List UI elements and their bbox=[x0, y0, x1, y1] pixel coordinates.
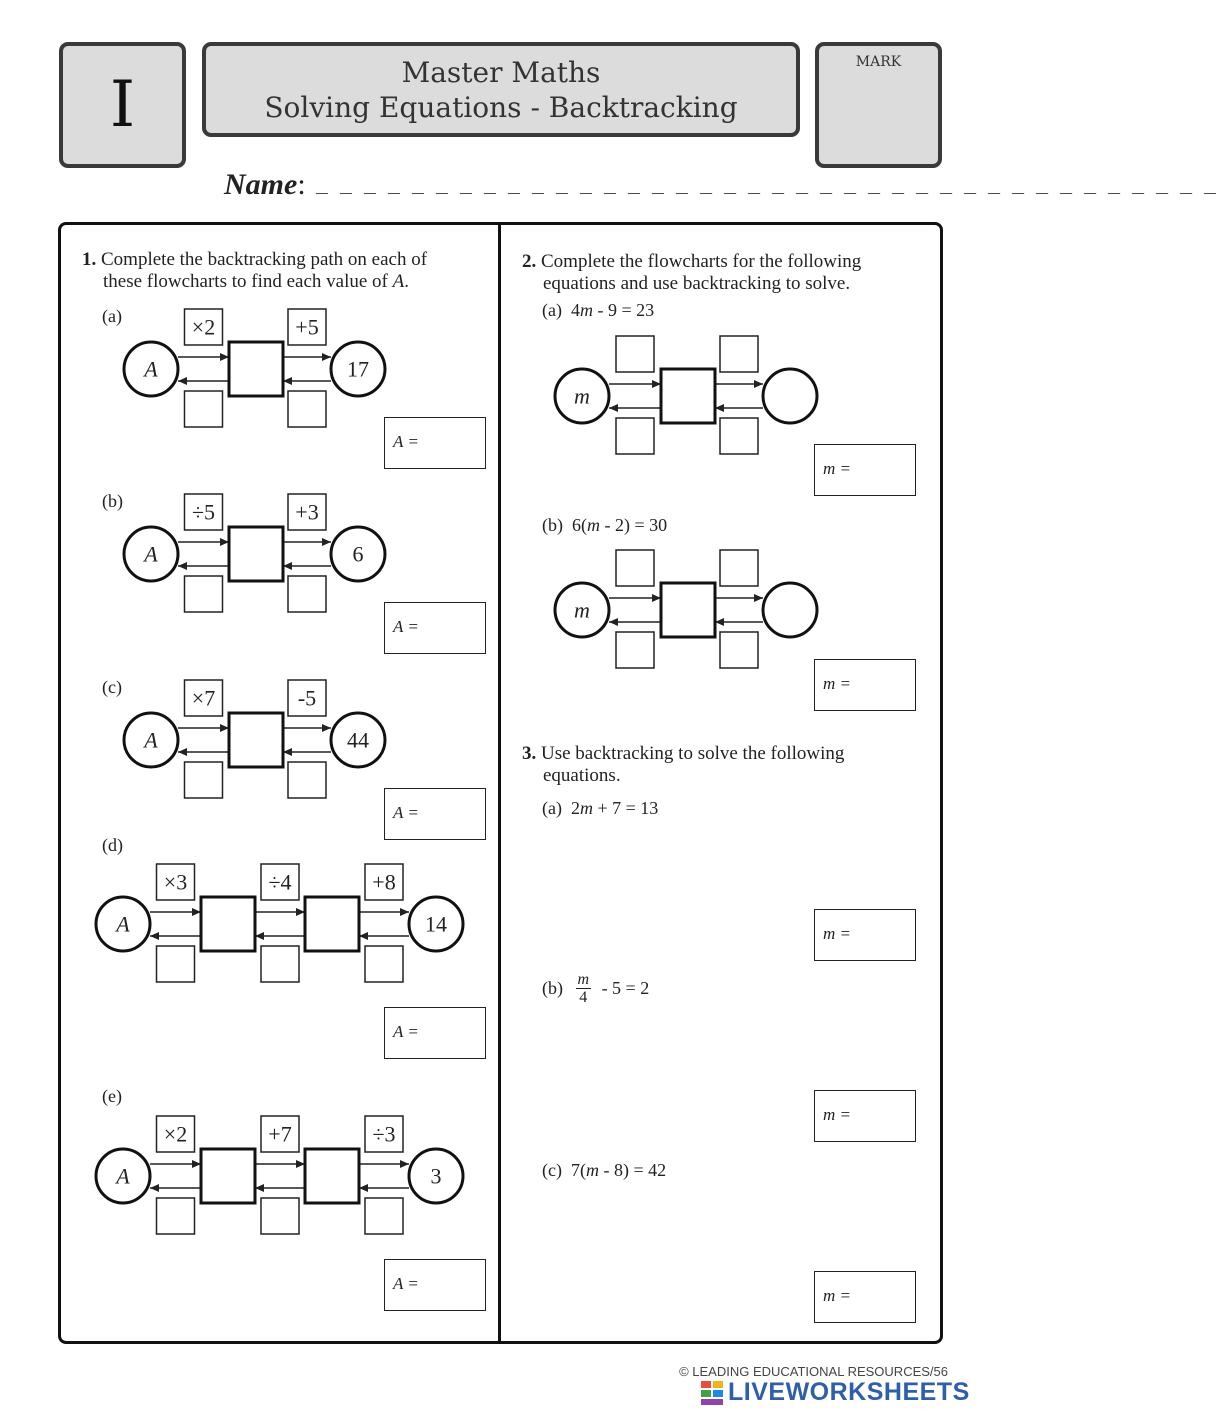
name-input-line[interactable]: _ _ _ _ _ _ _ _ _ _ _ _ _ _ _ _ _ _ _ _ _ _ _ _ _ _ _ _ _ _ _ _ _ _ _ _ _ _ bbox=[316, 176, 1216, 199]
q1b-start-variable: A bbox=[144, 541, 158, 567]
q3b-equation: (b) $\frac{m}{4}$ - 5 = 2 bbox=[542, 971, 650, 1006]
q1d-backtrack-box-2[interactable] bbox=[261, 946, 299, 982]
q2a-middle-square-1[interactable] bbox=[661, 369, 715, 423]
q1c-backtrack-box-1[interactable] bbox=[185, 762, 223, 798]
q2b-back-arrow-1-head bbox=[609, 618, 618, 626]
q1c-forward-arrow-2-head bbox=[322, 724, 331, 732]
q1e-forward-arrow-3-head bbox=[400, 1160, 409, 1168]
q2b-equation: (b) 6(m - 2) = 30 bbox=[542, 515, 668, 535]
q1e-middle-square-1[interactable] bbox=[201, 1149, 255, 1203]
q1d-end-value: 14 bbox=[425, 911, 447, 937]
brand-name: LIVEWORKSHEETS bbox=[728, 1378, 970, 1406]
q1-line2-var: A bbox=[392, 271, 405, 292]
q1d-answer-box[interactable]: A = bbox=[384, 1007, 486, 1059]
q2b-middle-square-1[interactable] bbox=[661, 583, 715, 637]
q1d-middle-square-1[interactable] bbox=[201, 897, 255, 951]
q2a-operation-box-2[interactable] bbox=[720, 336, 758, 372]
q1-line2: these flowcharts to find each value of bbox=[103, 271, 393, 292]
q3b-answer-box[interactable]: m = bbox=[814, 1090, 916, 1142]
footer-copyright: © LEADING EDUCATIONAL RESOURCES/56 bbox=[679, 1364, 948, 1379]
q3c-answer-box[interactable]: m = bbox=[814, 1271, 916, 1323]
q1c-label: (c) bbox=[102, 677, 122, 697]
q1d-back-arrow-1-head bbox=[150, 932, 159, 940]
mark-label: MARK bbox=[855, 54, 902, 70]
title-line-1: Master Maths bbox=[401, 56, 601, 89]
q3a-answer-box[interactable]: m = bbox=[814, 909, 916, 961]
q2b-forward-arrow-2-head bbox=[754, 594, 763, 602]
q2b-backtrack-box-1[interactable] bbox=[616, 632, 654, 668]
q3-line1: Use backtracking to solve the following bbox=[541, 743, 845, 764]
q1e-backtrack-box-1[interactable] bbox=[157, 1198, 195, 1234]
q1d-backtrack-box-1[interactable] bbox=[157, 946, 195, 982]
q1b-label: (b) bbox=[102, 491, 123, 511]
q2-line1: Complete the flowcharts for the following bbox=[541, 251, 862, 272]
q1e-back-arrow-1-head bbox=[150, 1184, 159, 1192]
q1d-operation-2: ÷4 bbox=[268, 869, 292, 895]
q1a-label: (a) bbox=[102, 306, 122, 326]
q1-number: 1. bbox=[82, 249, 97, 270]
q3b-fraction: $\frac{m}{4}$ bbox=[577, 971, 590, 1006]
q1c-operation-2: -5 bbox=[297, 685, 317, 711]
q2a-end-circle[interactable] bbox=[763, 369, 817, 423]
q1e-backtrack-box-3[interactable] bbox=[365, 1198, 403, 1234]
q1d-middle-square-2[interactable] bbox=[305, 897, 359, 951]
q1c-operation-1: ×7 bbox=[191, 685, 216, 711]
q1e-middle-square-2[interactable] bbox=[305, 1149, 359, 1203]
q1a-backtrack-box-2[interactable] bbox=[288, 391, 326, 427]
q1a-answer-box[interactable]: A = bbox=[384, 417, 486, 469]
q3-number: 3. bbox=[522, 743, 537, 764]
q1e-operation-2: +7 bbox=[268, 1121, 292, 1147]
q1a-forward-arrow-2-head bbox=[322, 353, 331, 361]
q2-line2: equations and use backtracking to solve. bbox=[543, 273, 851, 294]
footer-brand[interactable] bbox=[700, 1378, 970, 1406]
q1b-answer-box[interactable]: A = bbox=[384, 602, 486, 654]
q2b-end-circle[interactable] bbox=[763, 583, 817, 637]
q3-line2: equations. bbox=[543, 765, 621, 786]
q1a-backtrack-box-1[interactable] bbox=[185, 391, 223, 427]
q1c-middle-square-1[interactable] bbox=[229, 713, 283, 767]
q1d-label: (d) bbox=[102, 835, 123, 855]
q1c-start-variable: A bbox=[144, 727, 158, 753]
q2a-operation-box-1[interactable] bbox=[616, 336, 654, 372]
q2-number: 2. bbox=[522, 251, 537, 272]
q1d-backtrack-box-3[interactable] bbox=[365, 946, 403, 982]
q1e-operation-3: ÷3 bbox=[372, 1121, 396, 1147]
q1-line1: Complete the backtracking path on each of bbox=[101, 249, 428, 270]
q3a-equation: (a) 2m + 7 = 13 bbox=[542, 798, 659, 818]
liveworksheets-logo-icon bbox=[700, 1380, 724, 1406]
q2a-back-arrow-1-head bbox=[609, 404, 618, 412]
q1d-start-variable: A bbox=[116, 911, 130, 937]
q1e-label: (e) bbox=[102, 1086, 122, 1106]
q1c-back-arrow-1-head bbox=[178, 748, 187, 756]
title-line-2: Solving Equations - Backtracking bbox=[264, 91, 738, 124]
q1d-operation-3: +8 bbox=[372, 869, 396, 895]
q1e-operation-1: ×2 bbox=[163, 1121, 188, 1147]
q2a-equation: (a) 4m - 9 = 23 bbox=[542, 300, 655, 320]
q1a-back-arrow-1-head bbox=[178, 377, 187, 385]
q2b-backtrack-box-2[interactable] bbox=[720, 632, 758, 668]
q1e-start-variable: A bbox=[116, 1163, 130, 1189]
q1b-middle-square-1[interactable] bbox=[229, 527, 283, 581]
q2a-backtrack-box-2[interactable] bbox=[720, 418, 758, 454]
q2a-start-variable: m bbox=[574, 383, 590, 409]
q1a-operation-2: +5 bbox=[295, 314, 319, 340]
q1b-forward-arrow-2-head bbox=[322, 538, 331, 546]
q1e-backtrack-box-2[interactable] bbox=[261, 1198, 299, 1234]
name-label: Name: bbox=[224, 168, 306, 201]
q1d-operation-1: ×3 bbox=[163, 869, 188, 895]
q1b-back-arrow-1-head bbox=[178, 562, 187, 570]
q3c-equation: (c) 7(m - 8) = 42 bbox=[542, 1160, 667, 1180]
q1-text: 1. Complete the backtracking path on each of these flowcharts to find each value of A. bbox=[82, 249, 428, 292]
q1b-backtrack-box-2[interactable] bbox=[288, 576, 326, 612]
q2b-operation-box-1[interactable] bbox=[616, 550, 654, 586]
q1b-operation-2: +3 bbox=[295, 499, 319, 525]
q1a-start-variable: A bbox=[144, 356, 158, 382]
q1c-answer-box[interactable]: A = bbox=[384, 788, 486, 840]
level-letter: I bbox=[109, 68, 136, 142]
q2b-start-variable: m bbox=[574, 597, 590, 623]
q1a-end-value: 17 bbox=[347, 356, 369, 382]
q1a-middle-square-1[interactable] bbox=[229, 342, 283, 396]
q1b-end-value: 6 bbox=[352, 541, 364, 567]
q2a-backtrack-box-1[interactable] bbox=[616, 418, 654, 454]
q2b-operation-box-2[interactable] bbox=[720, 550, 758, 586]
q1d-forward-arrow-3-head bbox=[400, 908, 409, 916]
q2a-answer-box[interactable]: m = bbox=[814, 444, 916, 496]
q1c-backtrack-box-2[interactable] bbox=[288, 762, 326, 798]
q1e-answer-box[interactable]: A = bbox=[384, 1259, 486, 1311]
q1a-operation-1: ×2 bbox=[191, 314, 216, 340]
q2b-answer-box[interactable]: m = bbox=[814, 659, 916, 711]
q1b-backtrack-box-1[interactable] bbox=[185, 576, 223, 612]
q1e-end-value: 3 bbox=[430, 1163, 442, 1189]
q1b-operation-1: ÷5 bbox=[191, 499, 216, 525]
q1c-end-value: 44 bbox=[347, 727, 369, 753]
q2a-forward-arrow-2-head bbox=[754, 380, 763, 388]
